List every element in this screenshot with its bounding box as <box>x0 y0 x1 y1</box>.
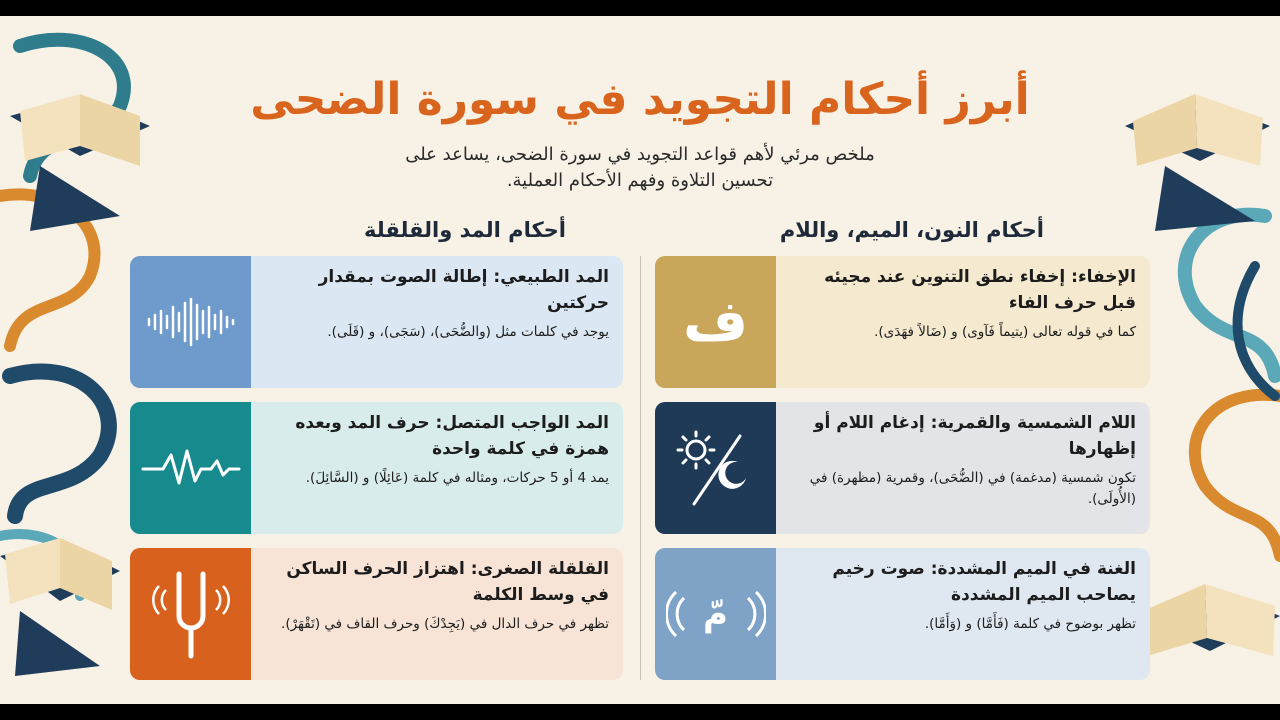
card-body: يوجد في كلمات مثل (والضُّحَى)، (سَجَى)، و (قَلَى). <box>327 324 609 340</box>
page-subtitle <box>300 142 980 194</box>
heartbeat-svg <box>139 443 243 493</box>
card-qalqala <box>130 548 623 680</box>
card-body: تظهر في حرف الدال في (يَجِدْكَ) وحرف القاف في (تَقْهَرْ). <box>281 616 609 632</box>
letter-fa-icon <box>655 256 776 388</box>
card-text <box>776 402 1150 534</box>
card-body: كما في قوله تعالى (يتيماً فَآوى) و (ضَالاً فهَدَى). <box>874 324 1136 340</box>
card-text <box>251 402 623 534</box>
sun-moon-svg <box>668 420 764 516</box>
card-text <box>251 548 623 680</box>
subtitle-line-1: ملخص مرئي لأهم قواعد التجويد في سورة الضحى، يساعد على <box>405 144 875 165</box>
card-text <box>776 256 1150 388</box>
subtitle-line-2: تحسين التلاوة وفهم الأحكام العملية. <box>506 170 774 191</box>
card-text <box>251 256 623 388</box>
card-heading: المد الواجب المتصل: حرف المد وبعده همزة في كلمة واحدة <box>295 413 609 459</box>
column-divider <box>640 256 641 680</box>
card-heading: القلقلة الصغرى: اهتزاز الحرف الساكن في وسط الكلمة <box>286 559 609 605</box>
left-column-heading: أحكام المد والقلقلة <box>364 218 566 242</box>
card-lam-shamsiya <box>655 402 1150 534</box>
card-ghunna <box>655 548 1150 680</box>
card-text <box>776 548 1150 680</box>
tuning-fork-icon <box>130 548 251 680</box>
infographic-canvas <box>0 16 1280 704</box>
card-madd-tabii <box>130 256 623 388</box>
card-madd-wajib <box>130 402 623 534</box>
card-heading: اللام الشمسية والقمرية: إدغام اللام أو إظهارها <box>813 413 1136 459</box>
book-icon-bottom-left <box>0 538 120 676</box>
sound-wave-icon <box>130 256 251 388</box>
card-ikhfa <box>655 256 1150 388</box>
page-title: أبرز أحكام التجويد في سورة الضحى <box>250 74 1030 125</box>
sound-wave-svg <box>141 297 241 347</box>
tuning-fork-svg <box>146 566 236 662</box>
card-body: يمد 4 أو 5 حركات، ومثاله في كلمة (عَائِلًا) و (السَّائِلَ). <box>305 470 609 486</box>
card-heading: المد الطبيعي: إطالة الصوت بمقدار حركتين <box>318 267 609 313</box>
sun-moon-icon <box>655 402 776 534</box>
nasal-sound-icon <box>655 548 776 680</box>
card-heading: الإخفاء: إخفاء نطق التنوين عند مجيئه قبل حرف الفاء <box>824 267 1136 313</box>
heartbeat-icon <box>130 402 251 534</box>
icon-glyph: مّ <box>703 594 728 634</box>
right-column-heading: أحكام النون، الميم، واللام <box>779 218 1044 242</box>
card-body: تظهر بوضوح في كلمة (فَأَمَّا) و (وَأَمَّا). <box>924 616 1136 632</box>
card-body: تكون شمسية (مدغمة) في (الضُّحَى)، وقمرية (مظهرة) في (الأُولَى). <box>809 470 1136 507</box>
book-icon-bottom-right <box>1135 584 1280 656</box>
card-heading: الغنة في الميم المشددة: صوت رخيم يصاحب الميم المشددة <box>832 559 1136 605</box>
icon-glyph: ف <box>682 289 749 354</box>
